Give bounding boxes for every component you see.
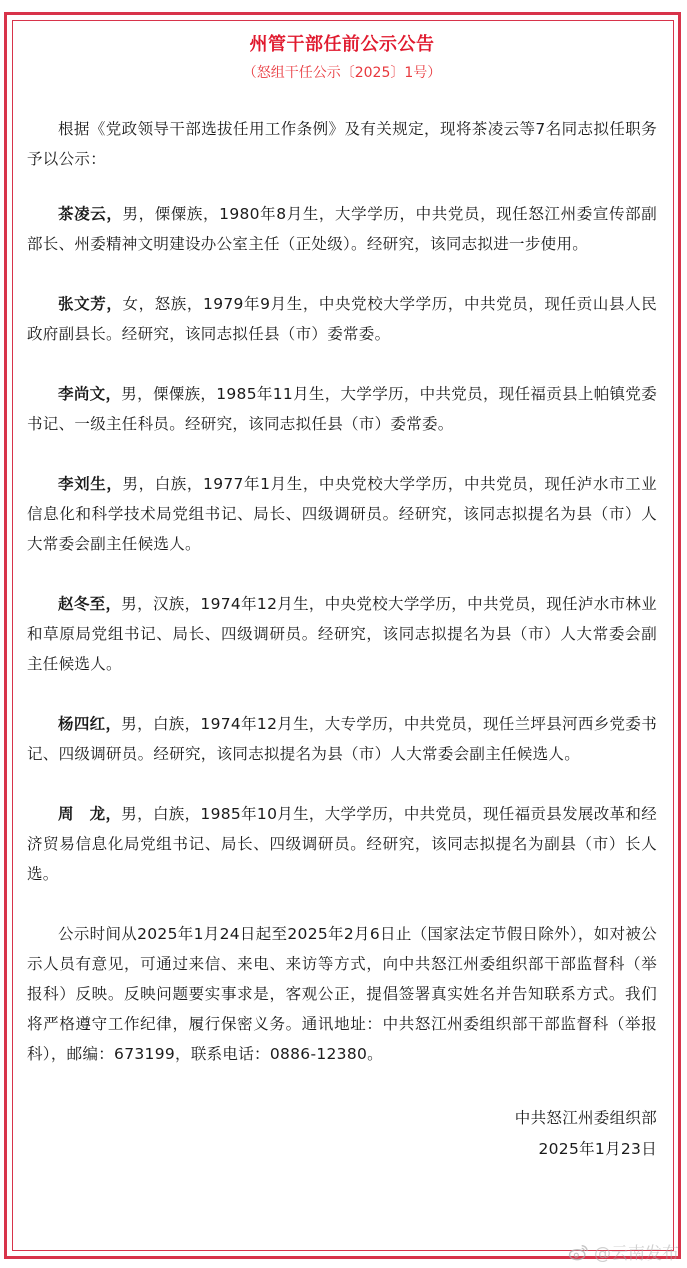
candidate-paragraph (27, 799, 657, 889)
candidate-name: 张文芳， (58, 295, 123, 313)
candidate-paragraph (27, 709, 657, 769)
candidate-name: 杨四红， (58, 715, 122, 733)
intro-paragraph: 根据《党政领导干部选拔任用工作条例》及有关规定，现将茶凌云等7名同志拟任职务予以公示： (27, 120, 657, 168)
candidate-paragraph (27, 379, 657, 439)
candidate-details: 男，汉族，1974年12月生，中央党校大学学历，中共党员，现任泸水市林业和草原局党组书记、局长、四级调研员。经研究，该同志拟提名为县（市）人大常委会副主任候选人。 (27, 595, 657, 673)
issue-date: 2025年1月23日 (538, 1140, 657, 1158)
watermark-text: @云南发布 (594, 1244, 679, 1264)
announcement-document (27, 30, 657, 1165)
weibo-watermark (568, 1239, 679, 1264)
candidate-details: 男，傈僳族，1985年11月生，大学学历，中共党员，现任福贡县上帕镇党委书记、一级主任科员。经研究，该同志拟任县（市）委常委。 (27, 385, 657, 433)
candidate-name: 李尚文， (58, 385, 122, 403)
issuing-organization: 中共怒江州委组织部 (514, 1109, 657, 1127)
signature-block (27, 1103, 657, 1165)
candidate-name: 赵冬至， (58, 595, 122, 613)
notice-paragraph: 公示时间从2025年1月24日起至2025年2月6日止（国家法定节假日除外），如对被公示人员有意见，可通过来信、来电、来访等方式，向中共怒江州委组织部干部监督科（举报科）反映。反映问题要实事求是，客观公正，提倡签署真实姓名并告知联系方式。我们将严格遵守工作纪律，履行保密义务。通讯地址：中共怒江州委组织部干部监督科（举报科），邮编：673199，联系电话：0886-12380。 (27, 925, 657, 1063)
candidate-paragraph (27, 289, 657, 349)
candidate-paragraph (27, 469, 657, 559)
candidate-paragraph (27, 199, 657, 259)
candidate-details: 男，白族，1974年12月生，大专学历，中共党员，现任兰坪县河西乡党委书记、四级调研员。经研究，该同志拟提名为县（市）人大常委会副主任候选人。 (27, 715, 657, 763)
candidate-details: 男，白族，1977年1月生，中央党校大学学历，中共党员，现任泸水市工业信息化和科学技术局党组书记、局长、四级调研员。经研究，该同志拟提名为县（市）人大常委会副主任候选人。 (27, 475, 658, 553)
document-number: （怒组干任公示〔2025〕1号） (242, 65, 442, 81)
document-title: 州管干部任前公示公告 (249, 34, 435, 55)
candidate-details: 男，白族，1985年10月生，大学学历，中共党员，现任福贡县发展改革和经济贸易信息化局党组书记、局长、四级调研员。经研究，该同志拟提名为副县（市）长人选。 (27, 805, 657, 883)
candidate-name: 周 龙， (58, 805, 122, 823)
weibo-icon (568, 1243, 590, 1261)
candidate-paragraph (27, 589, 657, 679)
candidate-details: 女，怒族，1979年9月生，中央党校大学学历，中共党员，现任贡山县人民政府副县长。经研究，该同志拟任县（市）委常委。 (27, 295, 658, 343)
candidate-name: 茶凌云， (58, 205, 123, 223)
candidate-details: 男，傈僳族，1980年8月生，大学学历，中共党员，现任怒江州委宣传部副部长、州委精神文明建设办公室主任（正处级）。经研究，该同志拟进一步使用。 (27, 205, 658, 253)
candidate-name: 李刘生， (58, 475, 123, 493)
